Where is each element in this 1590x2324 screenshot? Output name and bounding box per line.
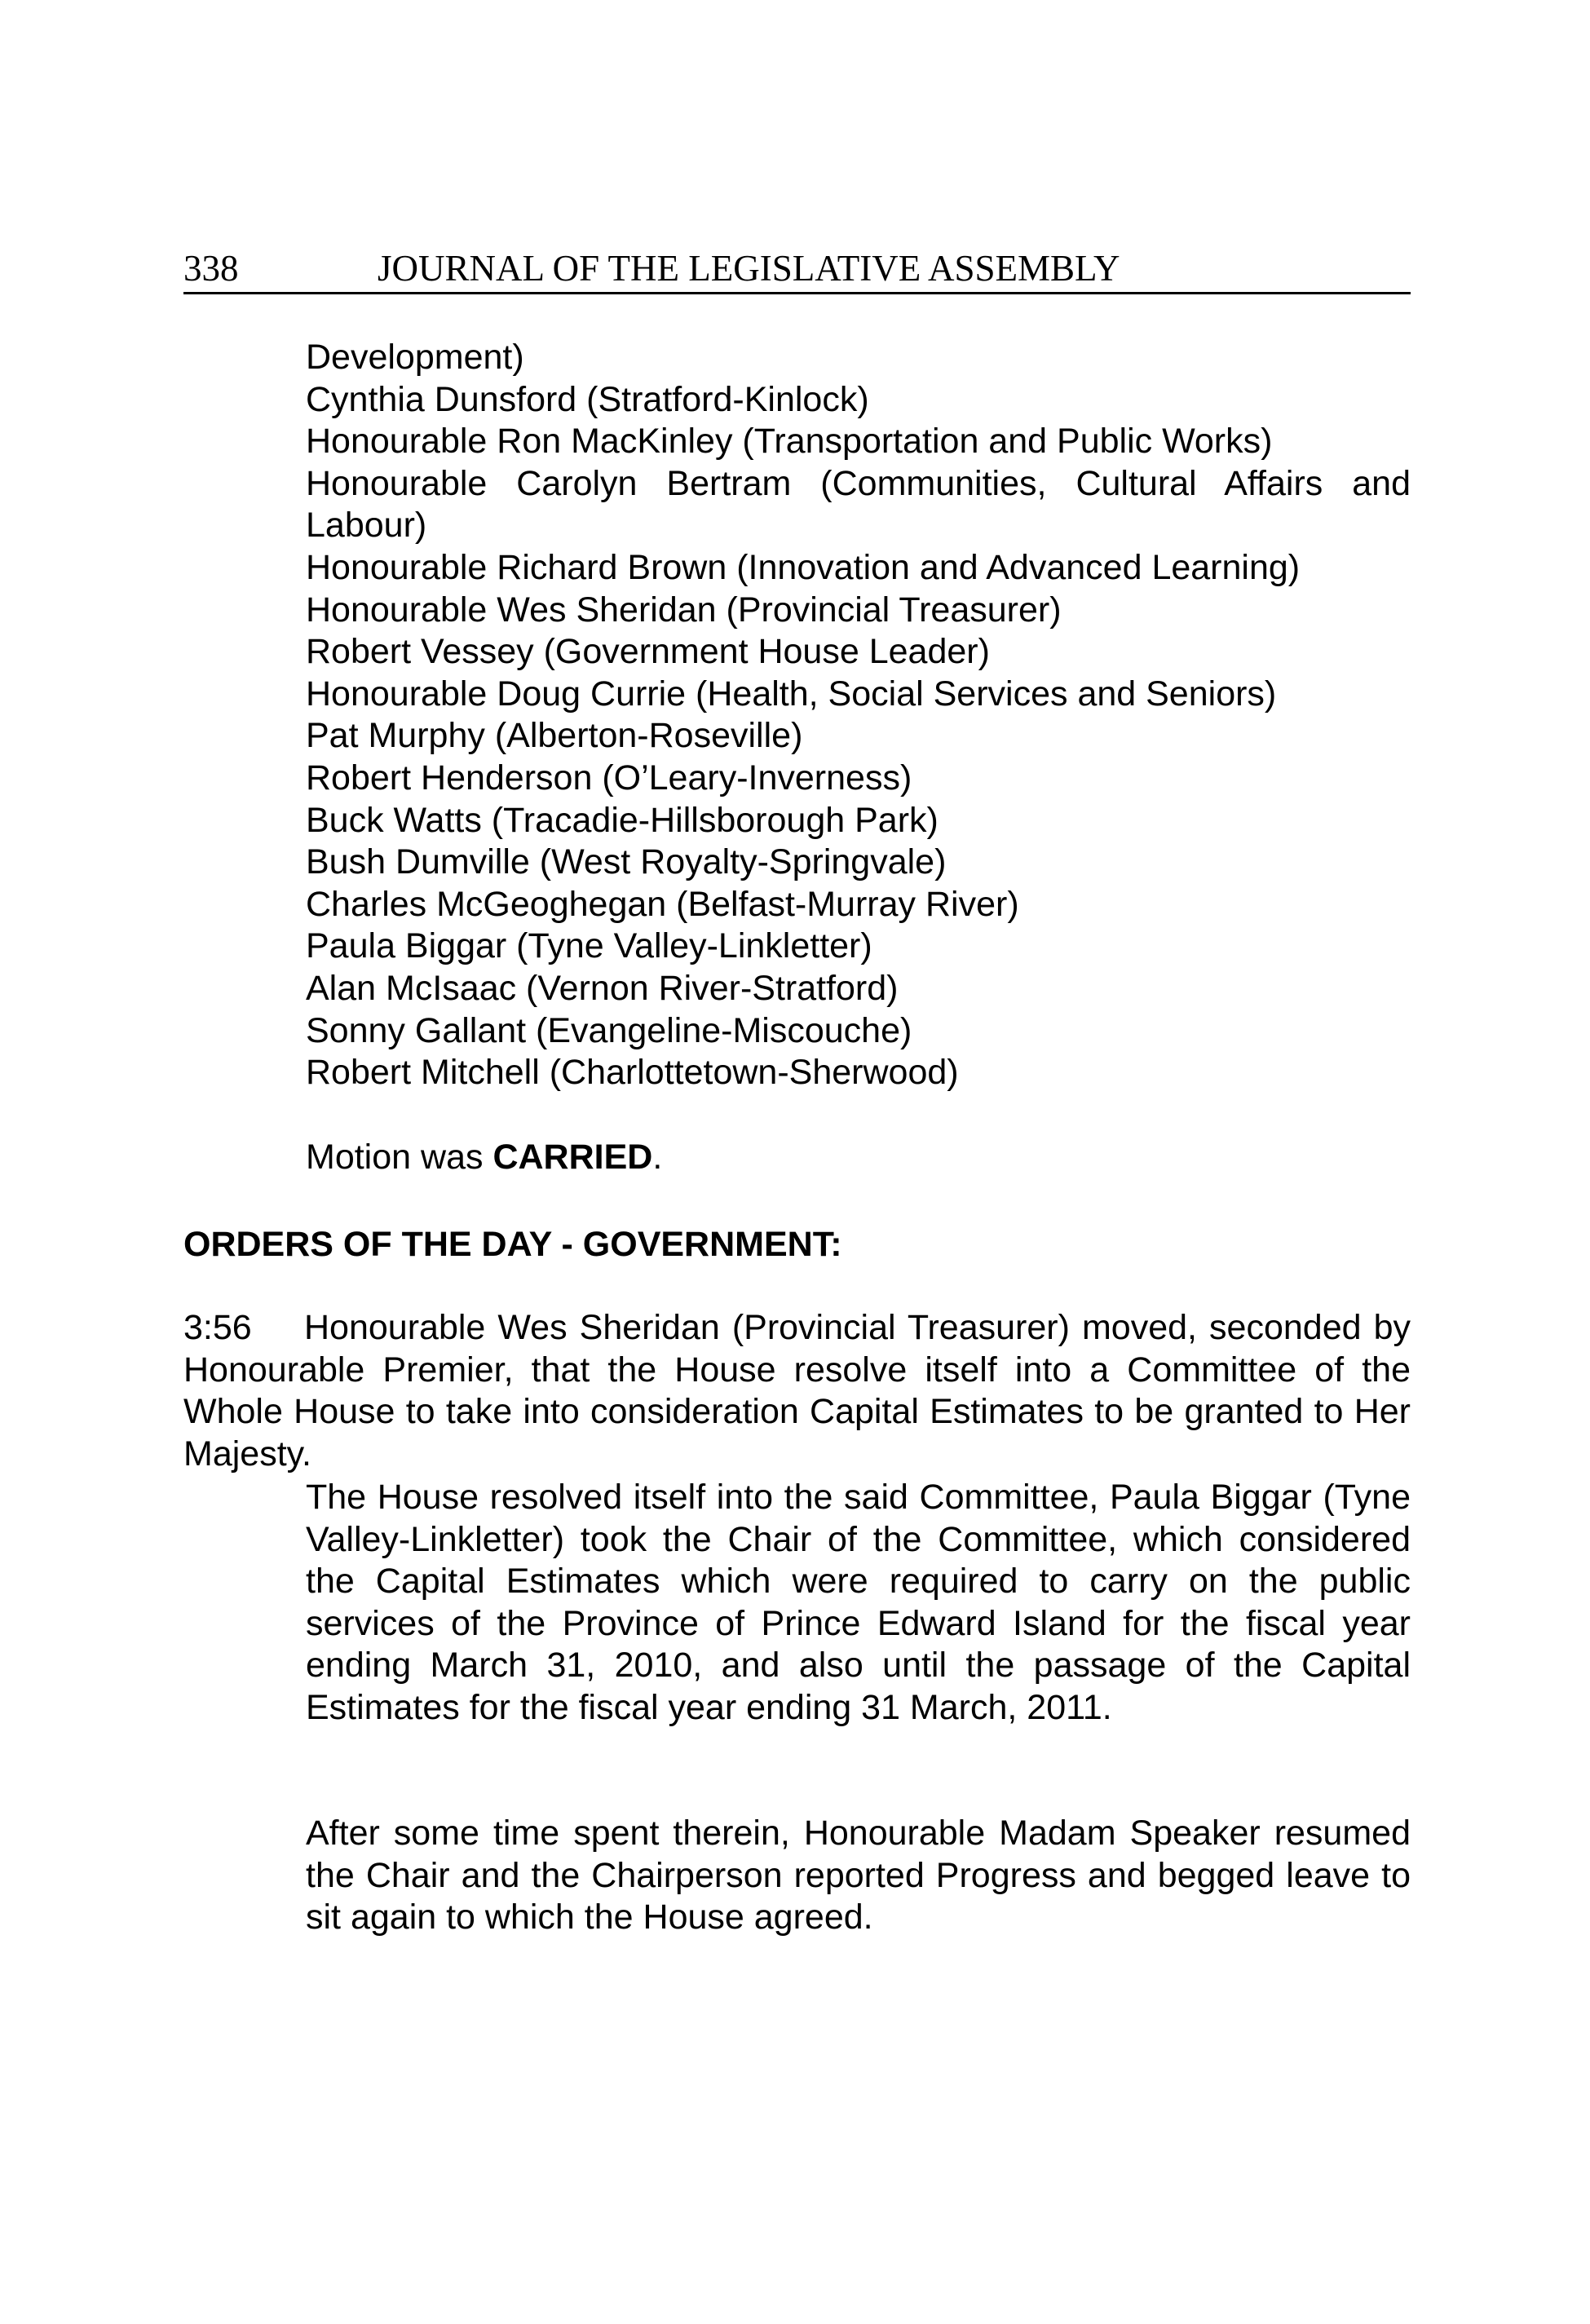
page-number: 338 [183, 248, 239, 289]
member-list-item: Honourable Wes Sheridan (Provincial Treasurer) [306, 590, 1062, 630]
agenda-time: 3:56 [183, 1308, 252, 1347]
member-list-item: Honourable Doug Currie (Health, Social Services and Seniors) [306, 674, 1277, 714]
member-list-item: Honourable Ron MacKinley (Transportation and Public Works) [306, 422, 1273, 462]
member-list-item: Bush Dumville (West Royalty-Springvale) [306, 842, 947, 882]
motion-result [306, 1137, 662, 1179]
member-list-item: Honourable Carolyn Bertram (Communities, Cultural Affairs and Labour) [306, 463, 1411, 546]
agenda-text: Honourable Wes Sheridan (Provincial Treasurer) moved, seconded by Honourable Premier, that the House resolve itself into a Committee of the Whole House to take into consideration Capital Estimates to be granted to Her Majesty. [183, 1308, 1411, 1473]
member-list-item: Development) [306, 338, 524, 377]
motion-suffix: . [652, 1138, 663, 1177]
member-list-item: Robert Henderson (O’Leary-Inverness) [306, 758, 912, 797]
progress-paragraph: After some time spent therein, Honourable Madam Speaker resumed the Chair and the Chairperson reported Progress and begged leave to sit again to which the House agreed. [306, 1814, 1411, 1937]
page-header [183, 245, 1411, 294]
member-list-item: Buck Watts (Tracadie-Hillsborough Park) [306, 800, 939, 840]
member-list-item: Robert Mitchell (Charlottetown-Sherwood) [306, 1053, 959, 1093]
member-list-item: Sonny Gallant (Evangeline-Miscouche) [306, 1010, 912, 1050]
member-list-item: Honourable Richard Brown (Innovation and Advanced Learning) [306, 547, 1301, 587]
agenda-item [183, 1307, 1411, 1475]
member-list-item: Pat Murphy (Alberton-Roseville) [306, 716, 803, 756]
orders-heading: ORDERS OF THE DAY - GOVERNMENT: [183, 1225, 842, 1264]
motion-prefix: Motion was [306, 1138, 493, 1177]
member-list-item: Alan McIsaac (Vernon River-Stratford) [306, 968, 899, 1008]
member-list-item: Paula Biggar (Tyne Valley-Linkletter) [306, 926, 872, 966]
running-title: JOURNAL OF THE LEGISLATIVE ASSEMBLY [378, 248, 1120, 289]
member-list-item: Robert Vessey (Government House Leader) [306, 632, 990, 672]
member-list [306, 337, 1411, 1094]
motion-result-value: CARRIED [492, 1138, 653, 1177]
member-list-item: Cynthia Dunsford (Stratford-Kinlock) [306, 379, 869, 419]
member-list-item: Charles McGeoghegan (Belfast-Murray River) [306, 884, 1019, 924]
committee-paragraph: The House resolved itself into the said Committee, Paula Biggar (Tyne Valley-Linkletter) took the Chair of the Committee, which considered the Capital Estimates which were required to carry on the public services of the Province of Prince Edward Island for the fiscal year ending March 31, 2010, and also until the passage of the Capital Estimates for the fiscal year ending 31 March, 2011. [306, 1478, 1411, 1727]
